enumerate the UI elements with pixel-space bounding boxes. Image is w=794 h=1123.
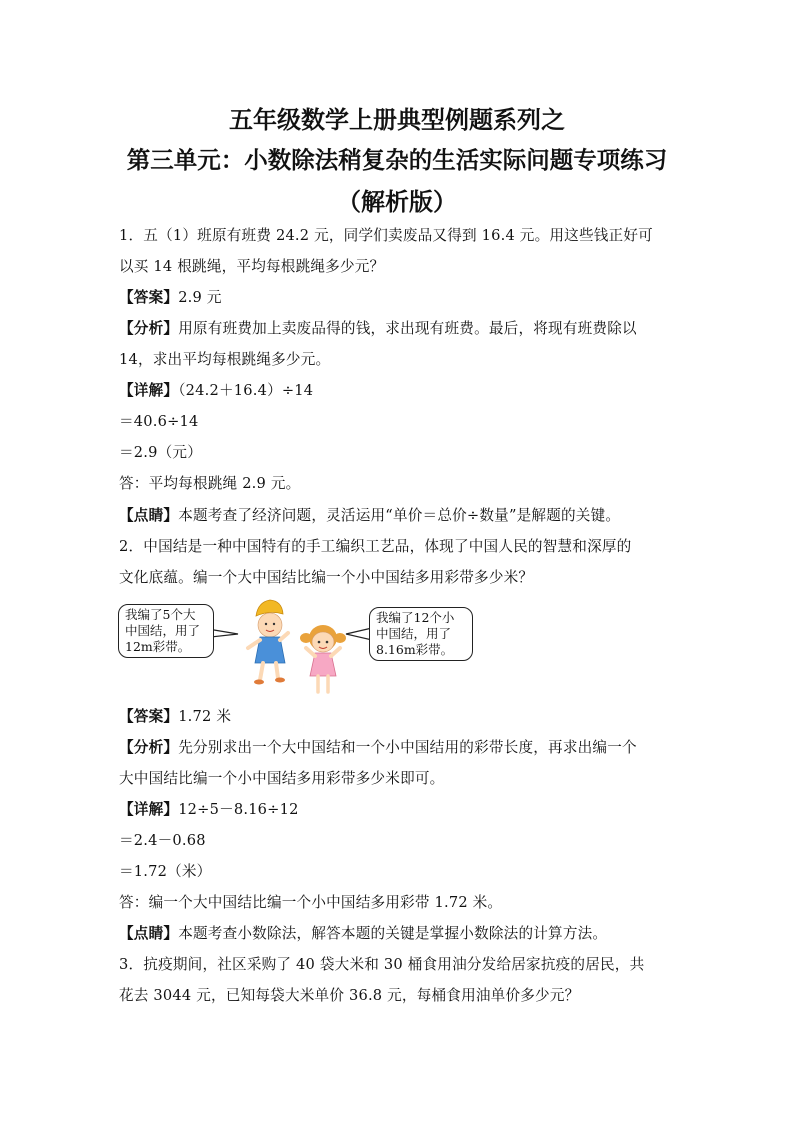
bubble-left-line-3: 12m彩带。 — [125, 639, 191, 654]
q2-reply: 答：编一个大中国结比编一个小中国结多用彩带 1.72 米。 — [119, 894, 503, 911]
q1-analysis — [119, 319, 679, 339]
q2-detail-line-2: ＝2.4－0.68 — [119, 832, 206, 849]
q2-analysis-line-2: 大中国结比编一个小中国结多用彩带多少米即可。 — [119, 770, 445, 787]
q1-answer — [119, 288, 679, 308]
bubble-left-line-1: 我编了5个大 — [125, 607, 196, 622]
speech-bubble-right — [369, 607, 473, 661]
title-line-1: 五年级数学上册典型例题系列之 — [229, 106, 565, 134]
q1-comment-text: 本题考查了经济问题，灵活运用“单价＝总价÷数量”是解题的关键。 — [178, 507, 621, 524]
analysis-tag: 【分析】 — [119, 320, 179, 337]
q3-text-line-2: 花去 3044 元，已知每袋大米单价 36.8 元，每桶食用油单价多少元？ — [119, 987, 580, 1004]
answer-tag: 【答案】 — [119, 708, 179, 725]
title-line-2: 第三单元：小数除法稍复杂的生活实际问题专项练习 — [126, 146, 668, 174]
bubble-right-line-3: 8.16m彩带。 — [376, 642, 454, 657]
q1-detail — [119, 381, 679, 401]
q2-detail-line-1: 12÷5－8.16÷12 — [178, 801, 299, 818]
q1-detail-line-2: ＝40.6÷14 — [119, 413, 199, 430]
detail-tag: 【详解】 — [119, 382, 179, 399]
q1-detail-line-1: （24.2＋16.4）÷14 — [178, 382, 314, 399]
girl-figure — [300, 625, 346, 692]
analysis-tag: 【分析】 — [119, 739, 179, 756]
q2-text-line-2: 文化底蕴。编一个大中国结比编一个小中国结多用彩带多少米？ — [119, 569, 534, 586]
q2-detail — [119, 800, 679, 820]
q2-comment-text: 本题考查小数除法，解答本题的关键是掌握小数除法的计算方法。 — [178, 925, 608, 942]
q2-analysis-line-1: 先分别求出一个大中国结和一个小中国结用的彩带长度，再求出编一个 — [178, 739, 637, 756]
bubble-right-line-2: 中国结，用了 — [376, 626, 452, 641]
q1-analysis-line-2: 14，求出平均每根跳绳多少元。 — [119, 351, 331, 368]
bubble-left-line-2: 中国结，用了 — [125, 623, 201, 638]
title-line-3: （解析版） — [337, 188, 457, 216]
detail-tag: 【详解】 — [119, 801, 179, 818]
q2-analysis — [119, 738, 679, 758]
q2-answer — [119, 707, 679, 727]
q2-answer-value: 1.72 米 — [178, 708, 232, 725]
boy-figure — [248, 600, 288, 685]
q1-text-line-2: 以买 14 根跳绳，平均每根跳绳多少元？ — [119, 258, 385, 275]
q2-detail-line-3: ＝1.72（米） — [119, 863, 212, 880]
q2-text-line-1: 2．中国结是一种中国特有的手工编织工艺品，体现了中国人民的智慧和深厚的 — [119, 538, 632, 555]
bubble-right-line-1: 我编了12个小 — [376, 610, 455, 625]
speech-bubble-left — [118, 604, 214, 658]
q1-analysis-line-1: 用原有班费加上卖废品得的钱，求出现有班费。最后，将现有班费除以 — [178, 320, 637, 337]
q1-text-line-1: 1．五（1）班原有班费 24.2 元，同学们卖废品又得到 16.4 元。用这些钱正好可 — [119, 227, 653, 244]
q1-detail-line-3: ＝2.9（元） — [119, 444, 202, 461]
comment-tag: 【点睛】 — [119, 507, 179, 524]
comment-tag: 【点睛】 — [119, 925, 179, 942]
q1-reply: 答：平均每根跳绳 2.9 元。 — [119, 475, 301, 492]
q3-text-line-1: 3．抗疫期间，社区采购了 40 袋大米和 30 桶食用油分发给居家抗疫的居民，共 — [119, 956, 645, 973]
q2-comment — [119, 924, 679, 944]
q1-answer-value: 2.9 元 — [178, 289, 222, 306]
q1-comment — [119, 506, 679, 526]
answer-tag: 【答案】 — [119, 289, 179, 306]
